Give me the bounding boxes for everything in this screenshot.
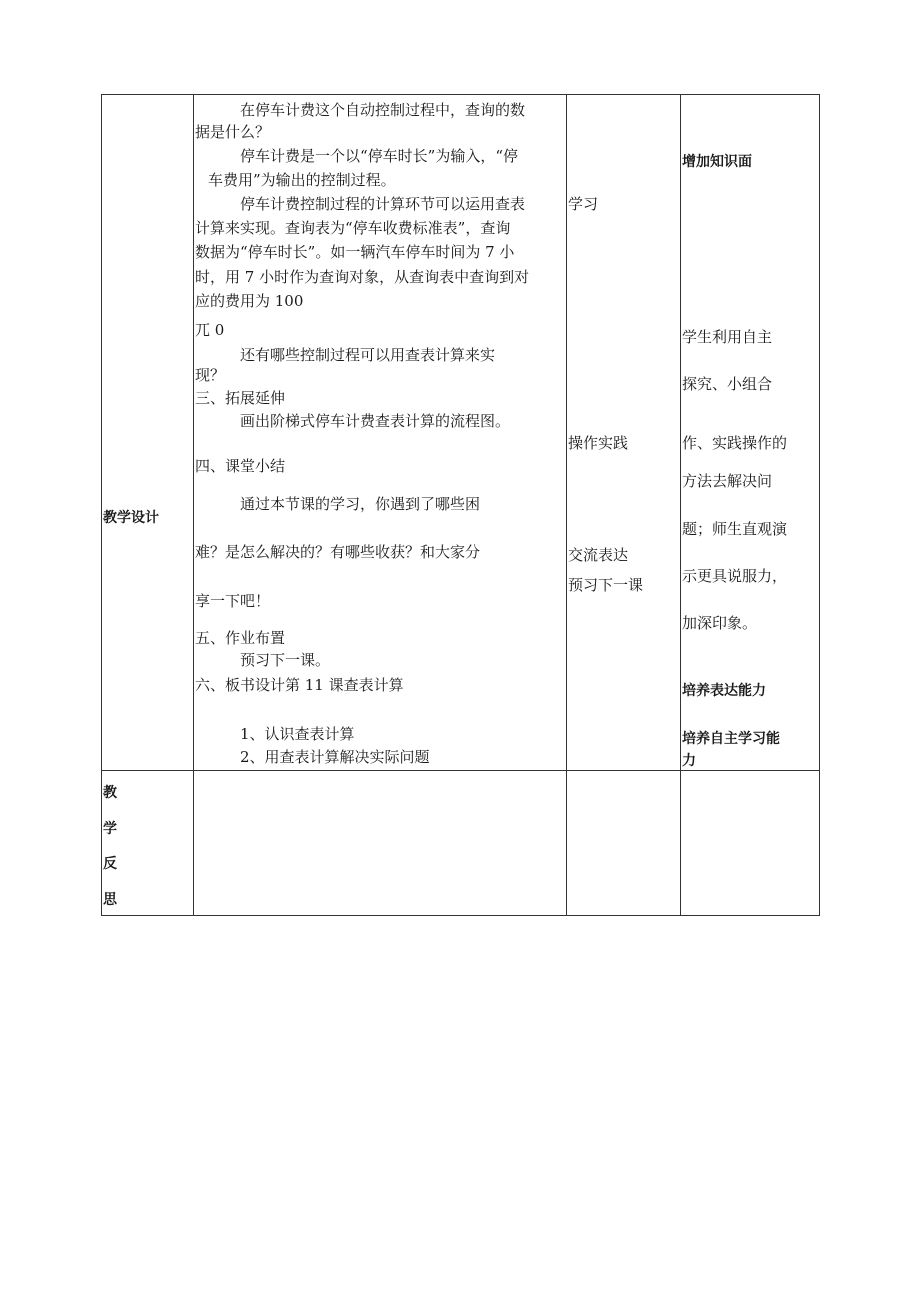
content-line: 时，用 7 小时作为查询对象，从查询表中查询到对 [195,268,530,286]
intent-line: 培养自主学习能 [682,731,780,747]
row-label-teaching-design: 教学设计 [103,510,159,526]
content-line: 预习下一课。 [240,651,331,669]
content-line: 据是什么？ [195,123,271,141]
column-divider-2 [566,94,567,916]
intent-line: 增加知识面 [682,154,752,170]
column-divider-1 [193,94,194,916]
reflection-char: 教 [103,785,117,801]
content-line: 停车计费控制过程的计算环节可以运用查表 [240,195,526,213]
content-line: 画出阶梯式停车计费查表计算的流程图。 [240,412,511,430]
content-line: 数据为“停车时长”。如一辆汽车停车时间为 7 小 [195,243,515,261]
reflection-char: 学 [103,821,117,837]
table-border-bottom [101,915,820,916]
content-line: 应的费用为 100 [195,292,304,310]
activity-item: 交流表达 [568,546,629,564]
content-line: 现？ [195,366,226,384]
intent-line: 作、实践操作的 [682,434,788,452]
section-heading: 四、课堂小结 [195,457,286,475]
intent-line: 培养表达能力 [682,683,766,699]
column-divider-3 [680,94,681,916]
content-line: 享一下吧！ [195,592,271,610]
intent-line: 力 [682,753,696,769]
content-line: 停车计费是一个以“停车时长”为输入，“停 [240,147,519,165]
reflection-char: 思 [103,892,117,908]
content-line: 2、用查表计算解决实际问题 [240,748,430,766]
table-border-left [101,94,102,916]
section-heading: 三、拓展延伸 [195,389,286,407]
intent-line: 方法去解决问 [682,472,773,490]
intent-line: 探究、小组合 [682,375,773,393]
content-line: 通过本节课的学习，你遇到了哪些困 [240,495,481,513]
content-line: 1、认识查表计算 [240,725,355,743]
content-line: 车费用”为输出的控制过程。 [208,171,396,189]
intent-line: 示更具说服力， [682,567,788,585]
activity-item: 预习下一课 [568,576,644,594]
content-line: 难？是怎么解决的？有哪些收获？和大家分 [195,543,481,561]
content-line: 计算来实现。查询表为“停车收费标准表”，查询 [195,219,511,237]
intent-line: 题；师生直观演 [682,520,788,538]
intent-line: 加深印象。 [682,614,758,632]
content-line: 还有哪些控制过程可以用查表计算来实 [240,346,496,364]
table-border-top [101,94,820,95]
activity-item: 学习 [568,195,599,213]
content-line: 在停车计费这个自动控制过程中，查询的数 [240,101,526,119]
section-heading: 六、板书设计第 11 课查表计算 [195,676,404,694]
activity-item: 操作实践 [568,434,629,452]
intent-line: 学生利用自主 [682,328,773,346]
content-line: 兀 0 [195,321,225,339]
table-row-divider [101,770,820,771]
section-heading: 五、作业布置 [195,629,286,647]
reflection-char: 反 [103,856,117,872]
table-border-right [819,94,820,916]
